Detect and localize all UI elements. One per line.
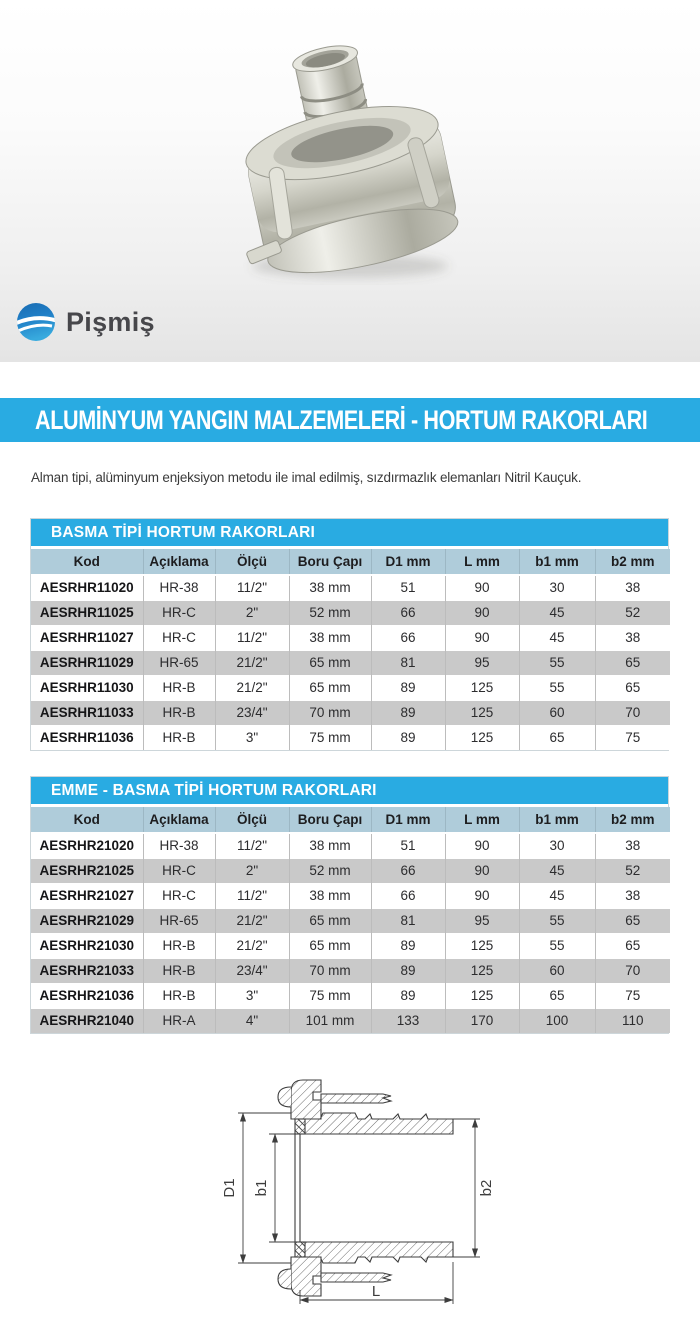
- table-cell: HR-C: [143, 600, 215, 625]
- table-cell: 21/2": [215, 908, 289, 933]
- table-cell: 45: [519, 883, 595, 908]
- table-cell: 65: [595, 675, 670, 700]
- table-title: BASMA TİPİ HORTUM RAKORLARI: [31, 519, 668, 549]
- table-cell: 55: [519, 908, 595, 933]
- table-cell: 38 mm: [289, 833, 371, 858]
- table-cell: HR-A: [143, 1008, 215, 1033]
- table-cell: 65 mm: [289, 908, 371, 933]
- table-cell: 66: [371, 883, 445, 908]
- table-cell: 65 mm: [289, 933, 371, 958]
- spec-table: [31, 807, 670, 1033]
- table-cell: 38: [595, 833, 670, 858]
- table-cell: AESRHR11030: [31, 675, 143, 700]
- table-cell: 89: [371, 933, 445, 958]
- table-cell: HR-B: [143, 933, 215, 958]
- table-cell: 45: [519, 600, 595, 625]
- table-cell: AESRHR21025: [31, 858, 143, 883]
- header-row: [31, 807, 670, 833]
- table-cell: 66: [371, 858, 445, 883]
- table-cell: 90: [445, 600, 519, 625]
- table-cell: AESRHR21020: [31, 833, 143, 858]
- table-cell: 70: [595, 958, 670, 983]
- table-cell: 89: [371, 725, 445, 750]
- table-cell: 75 mm: [289, 983, 371, 1008]
- table-cell: 38 mm: [289, 575, 371, 600]
- table-cell: HR-38: [143, 833, 215, 858]
- technical-drawing: [200, 1072, 510, 1312]
- table-cell: HR-38: [143, 575, 215, 600]
- table-cell: 89: [371, 958, 445, 983]
- brand-logo: [16, 302, 155, 342]
- table-cell: 125: [445, 983, 519, 1008]
- table-row: [31, 675, 670, 700]
- table-cell: 38 mm: [289, 883, 371, 908]
- table-row: [31, 833, 670, 858]
- product-description: Alman tipi, alüminyum enjeksiyon metodu ile imal edilmiş, sızdırmazlık elemanları Nitril Kauçuk.: [31, 470, 582, 485]
- table-cell: 11/2": [215, 833, 289, 858]
- table-row: [31, 650, 670, 675]
- dim-label-b2: b2: [478, 1179, 495, 1197]
- table-cell: 52 mm: [289, 858, 371, 883]
- table-cell: 65: [595, 933, 670, 958]
- table-cell: HR-B: [143, 675, 215, 700]
- column-header: Boru Çapı: [289, 807, 371, 833]
- column-header: Ölçü: [215, 549, 289, 575]
- table-cell: 70 mm: [289, 700, 371, 725]
- table-cell: AESRHR21030: [31, 933, 143, 958]
- table-cell: 125: [445, 958, 519, 983]
- table-cell: 2": [215, 858, 289, 883]
- table-row: [31, 700, 670, 725]
- table-cell: 55: [519, 675, 595, 700]
- table-cell: HR-65: [143, 650, 215, 675]
- column-header: L mm: [445, 549, 519, 575]
- table-row: [31, 958, 670, 983]
- hero-section: [0, 0, 700, 362]
- table-cell: 55: [519, 650, 595, 675]
- pismis-logo-icon: [16, 302, 56, 342]
- table-cell: 65: [595, 908, 670, 933]
- table-cell: 30: [519, 833, 595, 858]
- table-cell: 70 mm: [289, 958, 371, 983]
- table-cell: 101 mm: [289, 1008, 371, 1033]
- table-cell: 89: [371, 983, 445, 1008]
- table-cell: 66: [371, 625, 445, 650]
- table-cell: 125: [445, 700, 519, 725]
- table-cell: 45: [519, 625, 595, 650]
- table-row: [31, 625, 670, 650]
- table-cell: 133: [371, 1008, 445, 1033]
- table-cell: 75 mm: [289, 725, 371, 750]
- table-cell: 11/2": [215, 625, 289, 650]
- product-photo-hose-coupling: [222, 40, 482, 285]
- table-cell: 65: [519, 983, 595, 1008]
- table-row: [31, 983, 670, 1008]
- column-header: Kod: [31, 807, 143, 833]
- spec-table: [31, 549, 670, 750]
- table-cell: HR-C: [143, 625, 215, 650]
- table-cell: 125: [445, 933, 519, 958]
- table-cell: 60: [519, 700, 595, 725]
- table-cell: 70: [595, 700, 670, 725]
- table-row: [31, 933, 670, 958]
- table-cell: 30: [519, 575, 595, 600]
- table-cell: 52: [595, 858, 670, 883]
- table-cell: HR-C: [143, 883, 215, 908]
- table-cell: 81: [371, 908, 445, 933]
- table-cell: 3": [215, 725, 289, 750]
- dim-label-b1: b1: [253, 1179, 270, 1197]
- table-cell: 65 mm: [289, 650, 371, 675]
- table-row: [31, 600, 670, 625]
- table-cell: 110: [595, 1008, 670, 1033]
- table-cell: 21/2": [215, 675, 289, 700]
- table-cell: 38: [595, 883, 670, 908]
- table-cell: AESRHR11027: [31, 625, 143, 650]
- table-cell: 38: [595, 575, 670, 600]
- table-cell: 89: [371, 700, 445, 725]
- table-cell: 90: [445, 625, 519, 650]
- table-cell: 3": [215, 983, 289, 1008]
- table-cell: 2": [215, 600, 289, 625]
- table-cell: 125: [445, 675, 519, 700]
- fitting-cross-section: [278, 1080, 453, 1296]
- column-header: Kod: [31, 549, 143, 575]
- table-cell: 95: [445, 908, 519, 933]
- table-cell: 170: [445, 1008, 519, 1033]
- table-cell: 100: [519, 1008, 595, 1033]
- table-row: [31, 883, 670, 908]
- column-header: b1 mm: [519, 807, 595, 833]
- table-cell: 90: [445, 883, 519, 908]
- table-cell: 65: [519, 725, 595, 750]
- table-cell: HR-B: [143, 958, 215, 983]
- table-cell: AESRHR21029: [31, 908, 143, 933]
- table-cell: 45: [519, 858, 595, 883]
- brand-name: Pişmiş: [66, 306, 155, 337]
- table-row: [31, 575, 670, 600]
- column-header: b2 mm: [595, 549, 670, 575]
- table-cell: HR-B: [143, 700, 215, 725]
- column-header: b2 mm: [595, 807, 670, 833]
- table-cell: HR-C: [143, 858, 215, 883]
- table-cell: 60: [519, 958, 595, 983]
- table-cell: AESRHR21027: [31, 883, 143, 908]
- table-cell: AESRHR11020: [31, 575, 143, 600]
- table-cell: HR-B: [143, 725, 215, 750]
- column-header: Açıklama: [143, 807, 215, 833]
- table-cell: 90: [445, 575, 519, 600]
- table-cell: HR-65: [143, 908, 215, 933]
- table-cell: AESRHR11029: [31, 650, 143, 675]
- page-title-bar: [0, 398, 700, 442]
- table-cell: 51: [371, 575, 445, 600]
- table-title: EMME - BASMA TİPİ HORTUM RAKORLARI: [31, 777, 668, 807]
- column-header: D1 mm: [371, 807, 445, 833]
- table-cell: 38: [595, 625, 670, 650]
- table-cell: 11/2": [215, 883, 289, 908]
- column-header: Açıklama: [143, 549, 215, 575]
- table-cell: 52 mm: [289, 600, 371, 625]
- header-row: [31, 549, 670, 575]
- table-cell: 90: [445, 858, 519, 883]
- table-row: [31, 908, 670, 933]
- table-emme-basma-tipi: [30, 776, 669, 1034]
- table-cell: AESRHR21033: [31, 958, 143, 983]
- table-cell: 65: [595, 650, 670, 675]
- table-cell: 11/2": [215, 575, 289, 600]
- table-cell: HR-B: [143, 983, 215, 1008]
- table-cell: AESRHR11036: [31, 725, 143, 750]
- table-cell: AESRHR21040: [31, 1008, 143, 1033]
- table-cell: 89: [371, 675, 445, 700]
- column-header: L mm: [445, 807, 519, 833]
- table-row: [31, 1008, 670, 1033]
- table-cell: 66: [371, 600, 445, 625]
- column-header: Boru Çapı: [289, 549, 371, 575]
- column-header: Ölçü: [215, 807, 289, 833]
- column-header: D1 mm: [371, 549, 445, 575]
- table-cell: 23/4": [215, 958, 289, 983]
- dim-label-d1: D1: [221, 1178, 238, 1198]
- table-cell: AESRHR11025: [31, 600, 143, 625]
- table-cell: 55: [519, 933, 595, 958]
- table-cell: 4": [215, 1008, 289, 1033]
- table-cell: 90: [445, 833, 519, 858]
- column-header: b1 mm: [519, 549, 595, 575]
- dim-label-l: L: [371, 1283, 381, 1300]
- table-row: [31, 725, 670, 750]
- table-cell: 95: [445, 650, 519, 675]
- table-cell: 75: [595, 725, 670, 750]
- table-cell: 38 mm: [289, 625, 371, 650]
- table-cell: AESRHR21036: [31, 983, 143, 1008]
- table-cell: 125: [445, 725, 519, 750]
- table-cell: 23/4": [215, 700, 289, 725]
- table-cell: 21/2": [215, 650, 289, 675]
- table-cell: 51: [371, 833, 445, 858]
- table-row: [31, 858, 670, 883]
- table-cell: AESRHR11033: [31, 700, 143, 725]
- page-title: ALUMİNYUM YANGIN MALZEMELERİ - HORTUM RAKORLARI: [35, 404, 648, 435]
- table-cell: 81: [371, 650, 445, 675]
- table-cell: 21/2": [215, 933, 289, 958]
- table-cell: 52: [595, 600, 670, 625]
- table-cell: 75: [595, 983, 670, 1008]
- table-cell: 65 mm: [289, 675, 371, 700]
- table-basma-tipi: [30, 518, 669, 751]
